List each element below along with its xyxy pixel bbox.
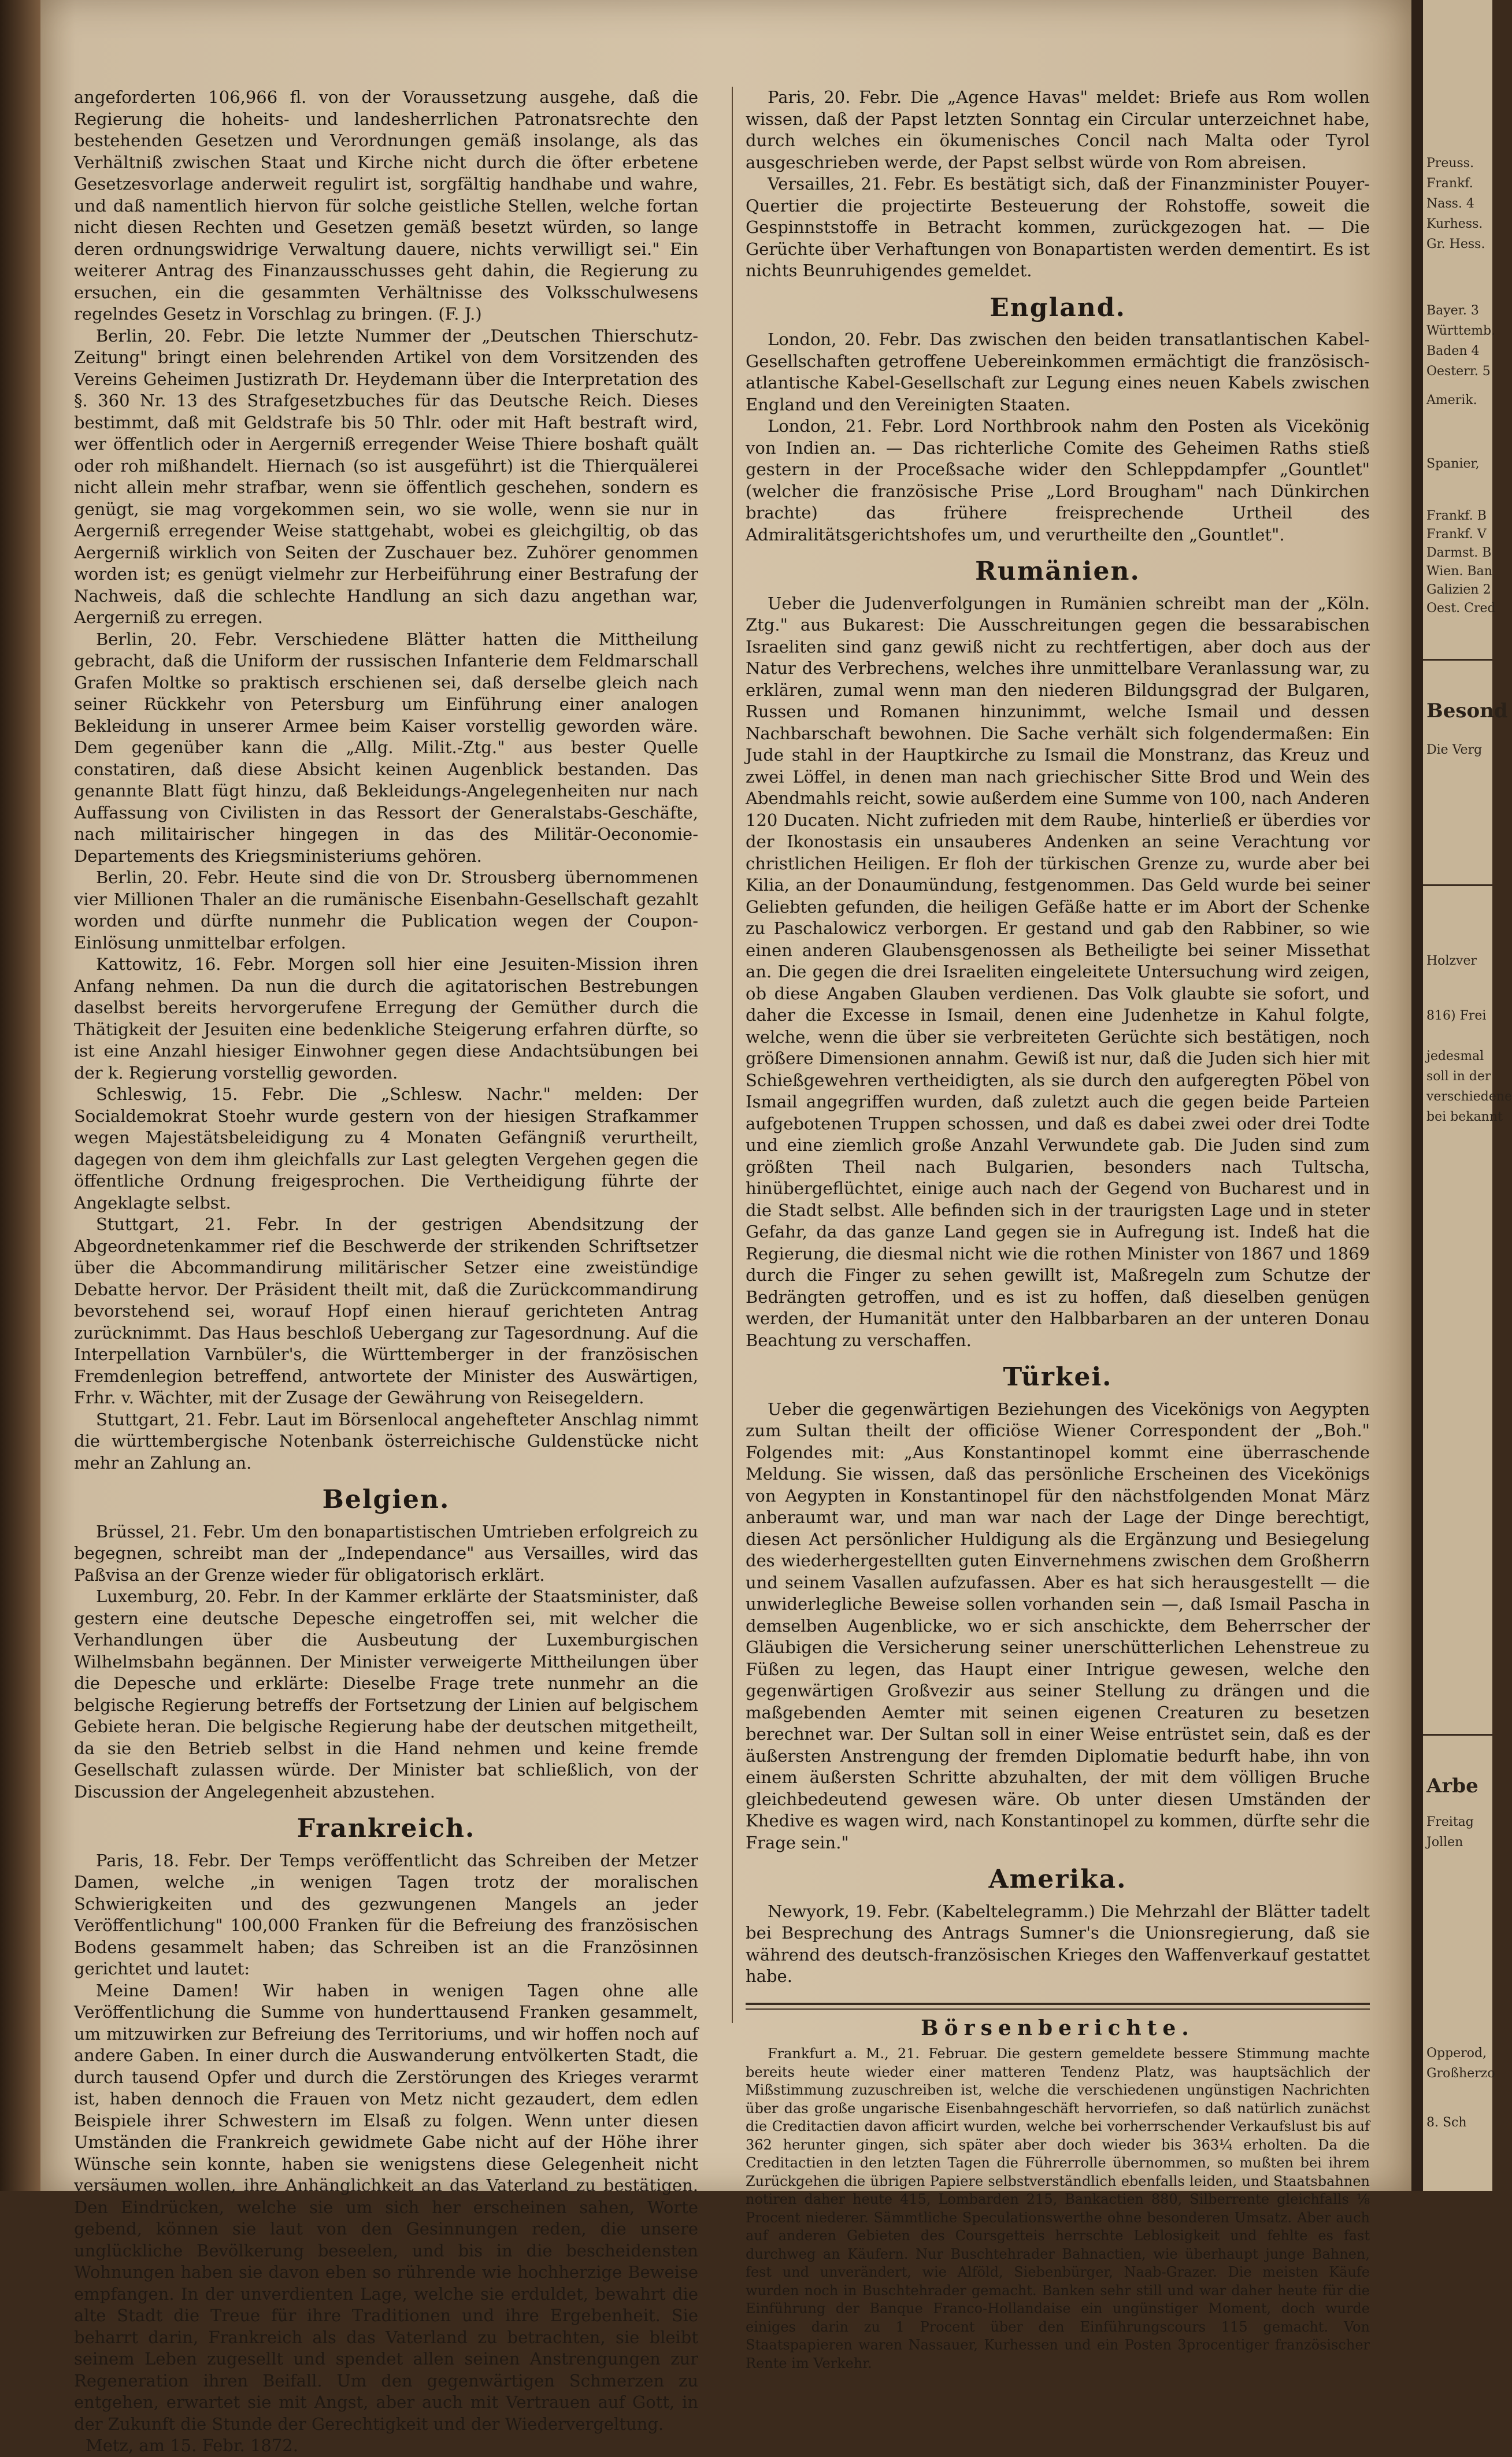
article-paragraph: Schleswig, 15. Febr. Die „Schlesw. Nachr." melden: Der Socialdemokrat Stoehr wurde gestern von der hiesigen Strafkammer wegen Majestätsbeleidigung zu 4 Monaten Gefängniß verurtheilt, dagegen von dem ihm gleichfalls zur Last gelegten Vergehen gegen die öffentliche Ordnung freigesprochen. Die Vertheidigung führte der Angeklagte selbst. [74, 1084, 698, 1213]
adjacent-fragment: Kurhess. [1426, 217, 1483, 231]
adjacent-fragment: Frankf. [1426, 176, 1473, 191]
adjacent-fragment: 816) Frei [1426, 1009, 1487, 1023]
article-paragraph: Paris, 18. Febr. Der Temps veröffentlicht das Schreiben der Metzer Damen, welche „in wenigen Tagen trotz der moralischen Schwierigkeiten und des gezwungenen Mangels an jeder Veröffentlichung" 100,000 Franken für die Befreiung des französischen Bodens gesammelt haben; das Schreiben ist an die Französinnen gerichtet und lautet: [74, 1850, 698, 1978]
binding-spine [1411, 0, 1423, 2191]
section-heading-england: England. [990, 292, 1126, 323]
article-paragraph: Berlin, 20. Febr. Verschiedene Blätter hatten die Mittheilung gebracht, daß die Uniform der russischen Infanterie dem Feldmarschall Grafen Moltke so praktisch erschienen sei, daß derselbe gleich nach seiner Rückkehr von Petersburg um Einführung einer analogen Bekleidung in unserer Armee beim Kaiser vorstellig geworden wäre. Dem gegenüber kann die „Allg. Milit.-Ztg." aus bester Quelle constatiren, daß diese Absicht keinen Augenblick bestanden. Das genannte Blatt fügt hinzu, daß Bekleidungs-Angelegenheiten nur nach Auffassung von Civilisten in das Ressort der Generalstabs-Geschäfte, nach militairischer hingegen in das des Militär-Oeconomie-Departements des Kriegsministeriums gehören. [74, 629, 698, 866]
left-column [74, 87, 698, 2457]
article-paragraph: Luxemburg, 20. Febr. In der Kammer erklärte der Staatsminister, daß gestern eine deutsche Depesche eingetroffen sei, mit welcher die Verhandlungen über die Ausbeutung der Luxemburgischen Wilhelmsbahn begännen. Der Minister verweigerte Mittheilungen über die Depesche und erklärte: Dieselbe Frage trete nunmehr an die belgische Regierung betreffs der Fortsetzung der Linien auf belgischem Gebiete heran. Die belgische Regierung habe der deutschen mitgetheilt, da sie den Betrieb selbst in die Hand nehmen und keine fremde Gesellschaft zulassen würde. Der Minister bat schließlich, von der Discussion der Angelegenheit abzustehen. [74, 1587, 698, 1802]
article-paragraph: London, 20. Febr. Das zwischen den beiden transatlantischen Kabel-Gesellschaften getroffene Uebereinkommen ermächtigt die französisch-atlantische Kabel-Gesellschaft zur Legung eines neuen Kabels zwischen England und den Vereinigten Staaten. [746, 329, 1370, 414]
adjacent-rule [1423, 884, 1492, 886]
adjacent-fragment: Baden 4 [1426, 344, 1480, 358]
article-paragraph: Kattowitz, 16. Febr. Morgen soll hier eine Jesuiten-Mission ihren Anfang nehmen. Da nun die durch die agitatorischen Bestrebungen daselbst bereits hervorgerufene Erregung der Gemüther durch die Thätigkeit der Jesuiten eine bedenkliche Steigerung erfahren dürfte, so ist eine Anzahl hiesiger Einwohner gegen diese Andachtsübungen bei der k. Regierung vorstellig geworden. [74, 954, 698, 1083]
market-paragraph: Frankfurt a. M., 21. Februar. Die gestern gemeldete bessere Stimmung machte bereits heute wieder einer matteren Tendenz Platz, was hauptsächlich der Mißstimmung zuzuschreiben ist, welche die verschiedenen ungünstigen Nachrichten über das große ungarische Eisenbahngeschäft hervorriefen, so daß natürlich zunächst die Creditactien davon afficirt wurden, welche bei vorherrschender Verkaufslust bis auf 362 herunter gingen, sich später aber doch wieder bis 363¼ erholten. Da die Creditactien in den letzten Tagen die Führerrolle übernommen, so mußten bei ihrem Zurückgehen die übrigen Papiere selbstverständlich ebenfalls leiden, und Staatsbahnen notiren daher heute 415, Lombarden 215, Bankactien 880, Silberrente gleichfalls ⅛ Procent niederer. Sämmtliche Speculationswerthe ohne besonderen Umsatz. Aber auch auf anderen Gebieten des Coursgetteis herrschte Leblosigkeit und fehlte es fast durchweg an Käufern. Nur Buschtehrader Bahnactien, wie überhaupt junge Bahnen, fest und unverändert, wie Alföld, Siebenbürger, Naab-Grazer. Die meisten Käufe wurden noch in Buschtehrader gemacht. Banken sehr still und war daher heute für die Einführung der Banque Franco-Hollandaise ein ungünstiger Moment, doch wurde einiges darin zu 1 Procent über den Einführungscours 115 gemacht. Von Staatspapieren waren Nassauer, Kurhessen und ein Posten 3procentiger französischer Rente im Verkehr. [746, 2045, 1370, 2371]
adjacent-fragment: Bayer. 3 [1426, 303, 1479, 318]
adjacent-fragment: Preuss. [1426, 156, 1474, 171]
article-paragraph: Berlin, 20. Febr. Die letzte Nummer der „Deutschen Thierschutz-Zeitung" bringt einen belehrenden Artikel von dem Vorsitzenden des Vereins Geheimen Justizrath Dr. Heydemann über die Interpretation des §. 360 Nr. 13 des Strafgesetzbuches für das Deutsche Reich. Dieses bestimmt, daß mit Geldstrafe bis 50 Thlr. oder mit Haft bestraft wird, wer öffentlich oder in Aergerniß erregender Weise Thiere boshaft quält oder roh mißhandelt. Hiernach (so ist ausgeführt) ist die Thierquälerei nicht allein mehr strafbar, wenn sie öffentlich geschehen, sondern es genügt, sie mag vorgekommen sein, wo sie wolle, wenn sie nur in Aergerniß erregender Weise stattgehabt, wobei es gleichgiltig, ob das Aergerniß wirklich von Seiten der Zuschauer bez. Zuhörer genommen worden ist; es genügt vielmehr zur Herbeiführung einer Bestrafung der Nachweis, daß die schlechte Handlung an sich dazu angethan war, Aergerniß zu erregen. [74, 325, 698, 627]
adjacent-fragment: Wien. Ban [1426, 564, 1492, 579]
adjacent-page [1423, 0, 1512, 2191]
adjacent-fragment: Freitag [1426, 1815, 1474, 1829]
adjacent-fragment: 8. Sch [1426, 2115, 1467, 2130]
article-paragraph: Stuttgart, 21. Febr. In der gestrigen Abendsitzung der Abgeordnetenkammer rief die Beschwerde der strikenden Schriftsetzer über die Abcommandirung militärischer Setzer eine zweistündige Debatte hervor. Der Präsident theilt mit, daß die Zurückcommandirung bevorstehend sei, worauf Hopf einen hierauf gerichteten Antrag zurücknimmt. Das Haus beschloß Uebergang zur Tagesordnung. Auf die Interpellation Varnbüler's, die Württemberger in der französischen Fremdenlegion betreffend, antwortete der Minister des Auswärtigen, Frhr. v. Wächter, mit der Zusage der Gewährung von Reisegeldern. [74, 1214, 698, 1407]
adjacent-fragment: verschiedene [1426, 1089, 1512, 1104]
adjacent-rule [1423, 659, 1492, 661]
article-paragraph: Stuttgart, 21. Febr. Laut im Börsenlocal angehefteter Anschlag nimmt die württembergische Notenbank österreichische Guldenstücke nicht mehr an Zahlung an. [74, 1409, 698, 1473]
adjacent-fragment: Frankf. V [1426, 527, 1487, 542]
adjacent-fragment: Arbe [1426, 1774, 1478, 1798]
adjacent-rule [1423, 1734, 1492, 1736]
letter-signature: Metz, am 15. Febr. 1872. [86, 2436, 298, 2455]
adjacent-fragment: Spanier, [1426, 457, 1480, 471]
article-paragraph: Paris, 20. Febr. Die „Agence Havas" meldet: Briefe aus Rom wollen wissen, daß der Papst letzten Sonntag ein Circular unterzeichnet habe, durch welches ein ökumenisches Concil nach Malta oder Tyrol ausgeschrieben werde, der Papst selbst würde von Rom abreisen. [746, 87, 1370, 172]
section-heading-boersen: Börsenberichte. [921, 2015, 1195, 2040]
article-paragraph: Meine Damen! Wir haben in wenigen Tagen ohne alle Veröffentlichung die Summe von hunderttausend Franken gesammelt, um mitzuwirken zur Befreiung des Territoriums, und wir hoffen noch auf andere Gaben. In einer durch die Auswanderung entvölkerten Stadt, die durch tausend Opfer und durch die Zerstörungen des Krieges verarmt ist, haben dennoch die Frauen von Metz nicht gezaudert, dem edlen Beispiele ihrer Schwestern im Elsaß zu folgen. Wenn unter diesen Umständen die Frankreich gewidmete Gabe nicht auf der Höhe ihrer Wünsche sein konnte, haben sie wenigstens diese Gelegenheit nicht versäumen wollen, ihre Anhänglichkeit an das Vaterland zu bestätigen. Den Eindrücken, welche sie um sich her erscheinen sahen, Worte gebend, können sie laut von den Gesinnungen reden, die unsere unglückliche Bevölkerung beseelen, und bis in die bescheidensten Wohnungen haben sie davon eben so rührende wie hochherzige Beweise empfangen. In der unverdienten Lage, welche sie erduldet, bewahrt die alte Stadt die Treue für ihre Traditionen und ihre Ergebenheit. Sie beharrt darin, Frankreich als das Vaterland zu betrachten, sie bleibt seinem Leben zugesellt und spendet allen seinen Anstrengungen zur Regeneration ihren Beifall. Um den gegenwärtigen Schmerzen zu entgehen, erwartet sie mit Angst, aber auch mit Vertrauen auf Gott, in der Zukunft die Stunde der Gerechtigkeit und der Wiedervergeltung. [74, 1980, 698, 2434]
adjacent-fragment: jedesmal [1426, 1049, 1484, 1063]
article-paragraph: Ueber die Judenverfolgungen in Rumänien schreibt man der „Köln. Ztg." aus Bukarest: Die Ausschreitungen gegen die bessarabischen Israeliten sind ganz gewiß nicht zu rechtfertigen, aber doch aus der Natur des Verbrechens, welches ihre unmittelbare Veranlassung war, zu erklären, zumal wenn man den niederen Bildungsgrad der Bulgaren, Russen und Romanen hinzunimmt, welche Ismail und dessen Nachbarschaft bewohnen. Die Sache verhält sich folgendermaßen: Ein Jude stahl in der Hauptkirche zu Ismail die Monstranz, das Kreuz und zwei Löffel, in denen man nach griechischer Sitte Brod und Wein des Abendmahls reicht, sowie außerdem eine Summe von 100, nach Anderen 120 Ducaten. Nicht zufrieden mit dem Raube, hinterließ er überdies vor der Ikonostasis ein unsauberes Andenken an seine Verachtung vor christlichen Heiligen. Er floh der türkischen Grenze zu, wurde aber bei Kilia, an der Donaumündung, festgenommen. Das Geld wurde bei seiner Geliebten gefunden, die heiligen Gefäße hatte er im Abort der Schenke zu Paschalowicz verborgen. Er gestand und gab den Rabbiner, so wie einen anderen Glaubensgenossen als Betheiligte bei seiner Missethat an. Die gegen die drei Israeliten eingeleitete Untersuchung wird zeigen, ob diese Angaben Glauben verdienen. Das Volk glaubte sie sofort, und daher die Excesse in Ismail, denen eine Judenhetze in Kahul folgte, welche, wenn die über sie verbreiteten Gerüchte sich bestätigen, noch größere Dimensionen annahm. Gewiß ist nur, daß die Juden sich hier mit Schießgewehren vertheidigten, als sie durch den aufgeregten Pöbel von Ismail angegriffen wurden, daß zuletzt auch die gegen beide Parteien aufgebotenen Truppen schossen, und daß es dabei zwei oder drei Todte und eine ziemlich große Anzahl Verwundete gab. Die Juden sind zum größten Theil nach Bulgarien, besonders nach Tultscha, hinübergeflüchtet, einige auch nach der Gegend von Bucharest und in die Stadt selbst. Alle befinden sich in der traurigsten Lage und in steter Gefahr, da das ganze Land gegen sie in Aufregung ist. Indeß hat die Regierung, die diesmal nicht wie die rothen Minister von 1867 und 1869 durch die Finger zu sehen gewillt ist, Maßregeln zum Schutze der Bedrängten getroffen, und es ist zu hoffen, daß dieselben genügen werden, der Humanität unter den Halbbarbaren an der unteren Donau Beachtung zu verschaffen. [746, 593, 1370, 1350]
adjacent-fragment: Frankf. B [1426, 509, 1487, 523]
adjacent-fragment: Nass. 4 [1426, 197, 1474, 211]
rule-thin [746, 2008, 1370, 2010]
market-report [746, 2045, 1370, 2373]
article-paragraph: Berlin, 20. Febr. Heute sind die von Dr. Strousberg übernommenen vier Millionen Thaler an die rumänische Eisenbahn-Gesellschaft gezahlt worden und dürfte nunmehr die Publication wegen der Coupon-Einlösung unmittelbar erfolgen. [74, 868, 698, 953]
section-heading-tuerkei: Türkei. [1003, 1362, 1113, 1392]
adjacent-fragment: soll in der [1426, 1069, 1491, 1084]
adjacent-fragment: Die Verg [1426, 743, 1483, 757]
article-paragraph: Ueber die gegenwärtigen Beziehungen des Vicekönigs von Aegypten zum Sultan theilt der officiöse Wiener Correspondent der „Boh." Folgendes mit: „Aus Konstantinopel kommt eine überraschende Meldung. Sie wissen, daß das persönliche Erscheinen des Vicekönigs von Aegypten in Konstantinopel für den nächstfolgenden Monat März anberaumt war, und man war nach der Lage der Dinge berechtigt, diesen Act persönlicher Huldigung als die Ergänzung und Besiegelung des wiederhergestellten guten Einvernehmens zwischen dem Großherrn und seinem Vasallen aufzufassen. Aber es hat sich herausgestellt — die unwiderlegliche Beweise sollen vorhanden sein —, daß Ismail Pascha in demselben Augenblicke, wo er sich anschickte, dem Beherrscher der Gläubigen die Versicherung seiner unerschütterlichen Lehenstreue zu Füßen zu legen, das Haupt einer Intrigue gewesen, welche den gegenwärtigen Großvezir aus seiner Stellung zu drängen und die maßgebenden Aemter mit seinen eigenen Creaturen zu besetzen berechnet war. Der Sultan soll in einer Weise entrüstet sein, daß es der äußersten Anstrengung der fremden Diplomatie bedurft habe, ihn von einem äußersten Schritte abzuhalten, der mit dem völligen Bruche gleichbedeutend gewesen wäre. Ob unter diesen Umständen der Khedive es wagen wird, nach Konstantinopel zu kommen, dürfte sehr die Frage sein." [746, 1399, 1370, 1852]
section-heading-amerika: Amerika. [988, 1865, 1127, 1894]
adjacent-fragment: Großherzo [1426, 2066, 1495, 2081]
adjacent-fragment: Besond [1426, 699, 1508, 722]
adjacent-fragment: bei bekannt [1426, 1110, 1503, 1124]
adjacent-fragment: Amerik. [1426, 393, 1477, 407]
article-paragraph: Newyork, 19. Febr. (Kabeltelegramm.) Die Mehrzahl der Blätter tadelt bei Besprechung des Antrags Sumner's die Unionsregierung, daß sie während des deutsch-französischen Krieges den Waffenverkauf gestattet habe. [746, 1901, 1370, 1986]
adjacent-fragment: Holzver [1426, 954, 1477, 968]
right-column [746, 87, 1370, 2373]
section-heading-frankreich: Frankreich. [297, 1814, 476, 1843]
article-paragraph: angeforderten 106,966 fl. von der Voraussetzung ausgehe, daß die Regierung die hoheits- und landesherrlichen Patronatsrechte den bestehenden Gesetzen und Verordnungen gemäß insolange, als das Verhältniß zwischen Staat und Kirche nicht durch die öfter erbetene Gesetzesvorlage anderweit regulirt ist, sorgfältig handhabe und wahre, und daß namentlich hiervon für solche geistliche Stellen, welche fortan nicht diesen Rechten und Gesetzen gemäß besetzt würden, so lange deren ordnungswidrige Verwaltung dauere, nichts verwilligt sei." Ein weiterer Antrag des Finanzausschusses geht dahin, die Regierung zu ersuchen, ein die gesammten Verhältnisse des Volksschulwesens regelndes Gesetz in Vorschlag zu bringen. (F. J.) [74, 87, 698, 324]
article-paragraph: Versailles, 21. Febr. Es bestätigt sich, daß der Finanzminister Pouyer-Quertier die projectirte Besteuerung der Rohstoffe, soweit die Gespinnststoffe in Betracht kommen, zurückgezogen hat. — Die Gerüchte über Verhaftungen von Bonapartisten werden dementirt. Es ist nichts Beunruhigendes gemeldet. [746, 174, 1370, 280]
adjacent-fragment: Oest. Cred [1426, 601, 1496, 616]
column-divider [732, 87, 733, 2023]
adjacent-fragment: Jollen [1426, 1835, 1463, 1850]
article-paragraph: London, 21. Febr. Lord Northbrook nahm den Posten als Vicekönig von Indien an. — Das richterliche Comite des Geheimen Raths stieß gestern in der Proceßsache wider den Schleppdampfer „Gountlet" (welcher die französische Prise „Lord Brougham" nach Dünkirchen brachte) das frühere freisprechende Urtheil des Admiralitätsgerichtshofes um, und verurtheilte den „Gountlet". [746, 416, 1370, 544]
adjacent-fragment: Opperod, [1426, 2046, 1487, 2061]
section-heading-belgien: Belgien. [322, 1485, 450, 1514]
adjacent-fragment: Oesterr. 5 [1426, 364, 1491, 379]
section-heading-rumaenien: Rumänien. [975, 557, 1140, 586]
adjacent-fragment: Württemb. [1426, 324, 1496, 338]
rule-thick [746, 2003, 1370, 2005]
adjacent-fragment: Gr. Hess. [1426, 237, 1485, 251]
article-paragraph: Brüssel, 21. Febr. Um den bonapartistischen Umtrieben erfolgreich zu begegnen, schreibt man der „Independance" aus Versailles, wird das Paßvisa an der Grenze wieder für obligatorisch erklärt. [74, 1521, 698, 1585]
adjacent-fragment: Galizien 2 [1426, 583, 1491, 597]
binding-left [0, 0, 40, 2191]
adjacent-fragment: Darmst. B [1426, 546, 1492, 560]
